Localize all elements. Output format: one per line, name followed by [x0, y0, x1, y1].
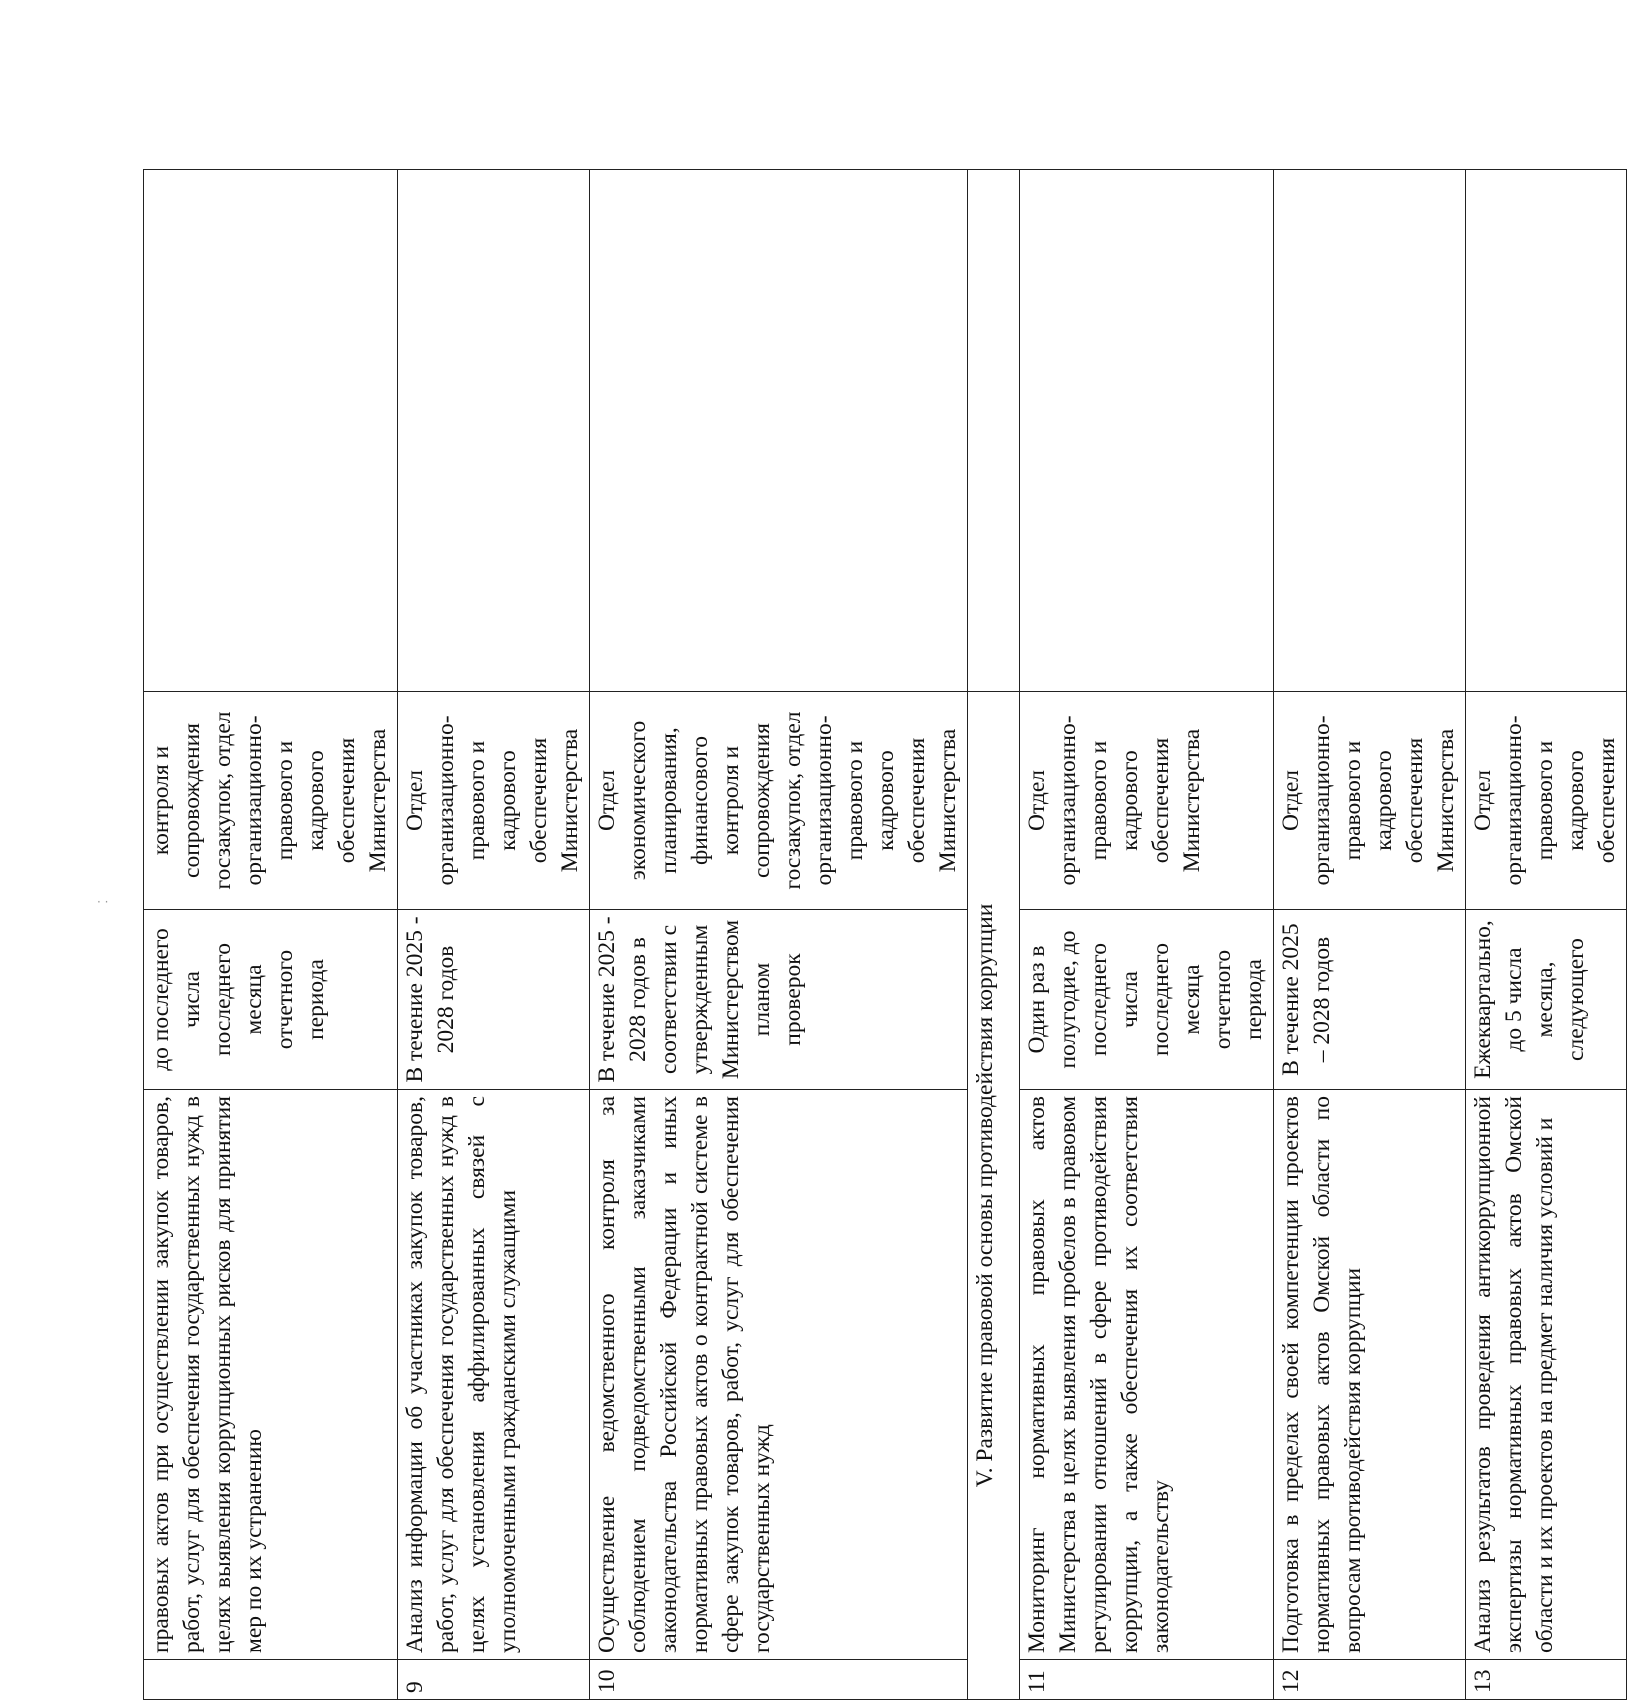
action-description: Подготовка в пределах своей компетенции проектов нормативных правовых актов Омской области по вопросам противодействия коррупции [1274, 1090, 1466, 1660]
deadline: В течение 2025 - 2028 годов в соответствии с утвержденным Министерством планом проверок [590, 910, 968, 1090]
responsible-unit: Отдел организационно-правового и кадрового обеспечения Министерства [1274, 692, 1466, 910]
deadline: Один раз в полугодие, до последнего числа последнего месяца отчетного периода [1020, 910, 1274, 1090]
table-row [1020, 170, 1274, 1700]
row-number: 9 [398, 1660, 590, 1700]
row-number: 13 [1466, 1660, 1627, 1700]
action-description: Осуществление ведомственного контроля за соблюдением подведомственными заказчиками законодательства Российской Федерации и иных нормативных правовых актов о контрактной системе в сфере закупок товаров, работ, услуг для обеспечения государственных нужд [590, 1090, 968, 1660]
section-row [968, 170, 1020, 1700]
action-description: Анализ информации об участниках закупок товаров, работ, услуг для обеспечения государственных нужд в целях установления аффилированных связей с уполномоченными гражданскими служащими [398, 1090, 590, 1660]
section-title: V. Развитие правовой основы противодействия коррупции [968, 692, 1020, 1700]
row-number [144, 1660, 398, 1700]
action-description: Мониторинг нормативных правовых актов Министерства в целях выявления пробелов в правовом регулировании отношений в сфере противодействия коррупции, а также обеспечения их соответствия законодательству [1020, 1090, 1274, 1660]
deadline: В течение 2025 – 2028 годов [1274, 910, 1466, 1090]
responsible-unit: Отдел организационно-правового и кадрового обеспечения Министерства [398, 692, 590, 910]
responsible-unit: Отдел экономического планирования, финансового контроля и сопровождения госзакупок, отдел организационно-правового и кадрового обеспечения Министерства [590, 692, 968, 910]
table-row [1274, 170, 1466, 1700]
action-description: Анализ результатов проведения антикоррупционной экспертизы нормативных правовых актов Омской области и их проектов на предмет наличия условий и [1466, 1090, 1627, 1660]
responsible-unit: контроля и сопровождения госзакупок, отдел организационно-правового и кадрового обеспечения Министерства [144, 692, 398, 910]
table-row [398, 170, 590, 1700]
deadline: до последнего числа последнего месяца отчетного периода [144, 910, 398, 1090]
table-row [144, 170, 398, 1700]
responsible-unit: Отдел организационно-правового и кадрового обеспечения [1466, 692, 1627, 910]
rotated-content [143, 170, 1620, 1700]
table-row [1466, 170, 1627, 1700]
deadline: Ежеквартально, до 5 числа месяца, следующего [1466, 910, 1627, 1090]
row-number: 11 [1020, 1660, 1274, 1700]
row-number: 10 [590, 1660, 968, 1700]
scan-artifact: · · [97, 895, 109, 909]
deadline: В течение 2025 - 2028 годов [398, 910, 590, 1090]
responsible-unit: Отдел организационно-правового и кадрового обеспечения Министерства [1020, 692, 1274, 910]
table-row [590, 170, 968, 1700]
action-plan-table [143, 169, 1627, 1700]
row-number: 12 [1274, 1660, 1466, 1700]
action-description: правовых актов при осуществлении закупок товаров, работ, услуг для обеспечения государственных нужд в целях выявления коррупционных рисков для принятия мер по их устранению [144, 1090, 398, 1660]
